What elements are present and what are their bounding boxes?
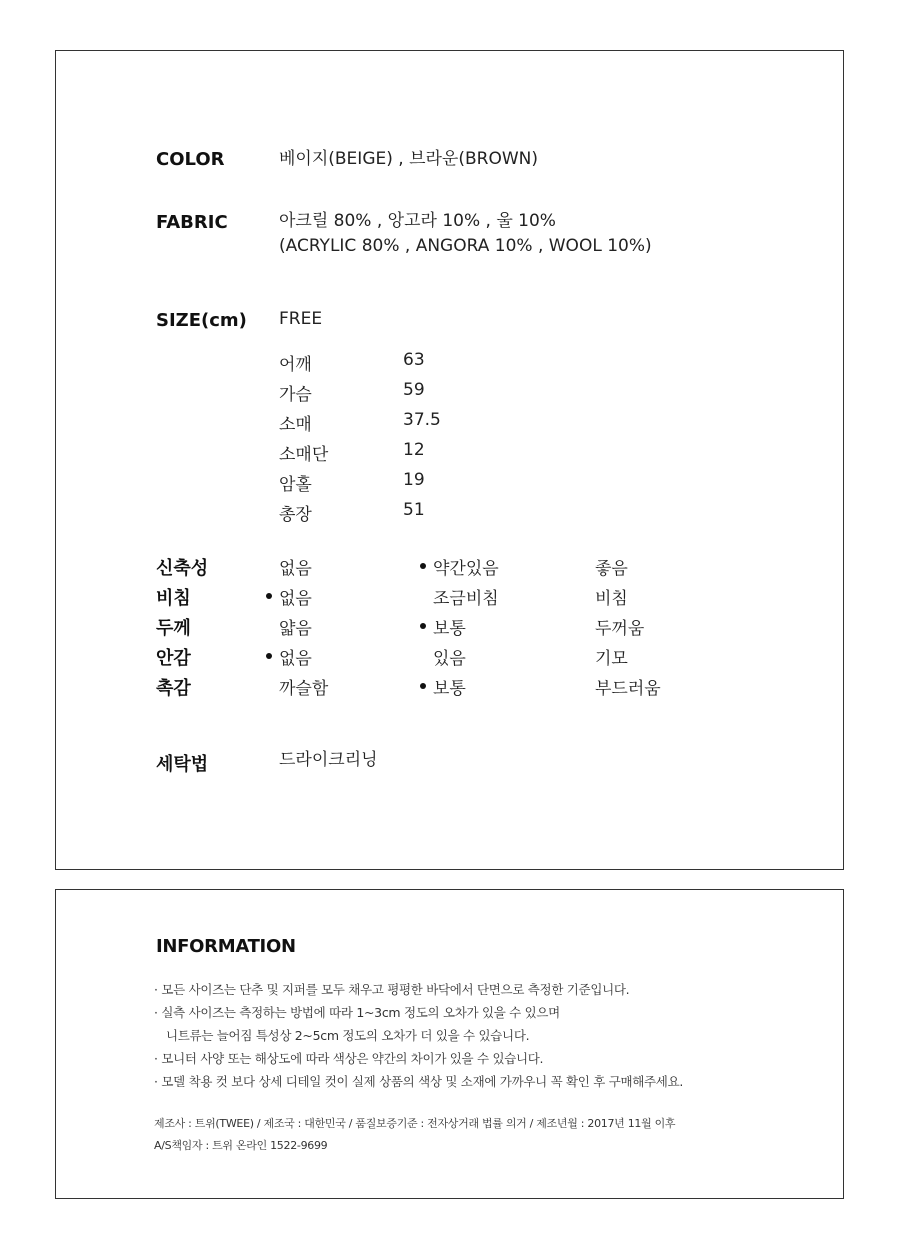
attribute-option-selected [433,554,499,579]
attribute-option: 조금비침 [433,589,499,609]
attribute-name: 안감 [156,648,191,669]
attribute-row-stretch [156,554,756,578]
info-line: · 실측 사이즈는 측정하는 방법에 따라 1~3cm 정도의 오차가 있을 수 있으며 [154,1005,560,1020]
attribute-option: 좋음 [595,559,628,579]
size-row-name: 가슴 [279,385,312,405]
wash-label: 세탁법 [156,754,209,775]
attribute-option: 얇음 [279,619,312,639]
size-row-value: 37.5 [403,410,441,430]
information-title: INFORMATION [156,936,296,957]
attribute-option: 까슬함 [279,679,329,699]
attribute-option-selected [279,584,312,609]
selected-dot-icon [420,623,426,629]
selected-dot-icon [266,653,272,659]
attribute-option: 부드러움 [595,679,661,699]
attribute-name: 비침 [156,588,191,609]
selected-dot-icon [420,683,426,689]
as-contact-info: A/S책임자 : 트위 온라인 1522-9699 [154,1139,328,1152]
color-value: 베이지(BEIGE) , 브라운(BROWN) [279,149,538,169]
attribute-name: 신축성 [156,558,209,579]
attribute-row-sheerness [156,584,756,608]
attribute-option: 기모 [595,649,628,669]
selected-dot-icon [420,563,426,569]
color-label: COLOR [156,149,225,170]
size-row-value: 59 [403,380,425,400]
size-label: SIZE(cm) [156,310,247,331]
size-row-value: 12 [403,440,425,460]
attribute-option-label: 보통 [433,619,466,639]
attribute-name: 촉감 [156,678,191,699]
size-row-value: 63 [403,350,425,370]
attribute-option-selected [433,674,466,699]
size-row-name: 소매 [279,415,312,435]
attribute-option-label: 없음 [279,649,312,669]
product-details-panel [55,50,844,870]
attribute-option-label: 보통 [433,679,466,699]
attribute-option: 있음 [433,649,466,669]
attribute-option-selected [433,614,466,639]
info-line: · 모든 사이즈는 단추 및 지퍼를 모두 채우고 평평한 바닥에서 단면으로 측정한 기준입니다. [154,982,630,997]
attribute-option: 두꺼움 [595,619,645,639]
attribute-option-label: 없음 [279,589,312,609]
selected-dot-icon [266,593,272,599]
size-row-name: 소매단 [279,445,329,465]
size-row-name: 어깨 [279,355,312,375]
size-row-name: 총장 [279,505,312,525]
attribute-row-thickness [156,614,756,638]
attribute-option: 비침 [595,589,628,609]
wash-value: 드라이크리닝 [279,750,378,770]
attribute-option-label: 약간있음 [433,559,499,579]
attribute-row-texture [156,674,756,698]
fabric-value-korean: 아크릴 80% , 앙고라 10% , 울 10% [279,211,556,231]
info-line: · 모델 착용 컷 보다 상세 디테일 컷이 실제 상품의 색상 및 소재에 가까우니 꼭 확인 후 구매해주세요. [154,1074,684,1089]
information-panel [55,889,844,1199]
fabric-label: FABRIC [156,212,228,233]
size-value: FREE [279,309,323,329]
attribute-row-lining [156,644,756,668]
info-line: · 모니터 사양 또는 해상도에 따라 색상은 약간의 차이가 있을 수 있습니다. [154,1051,544,1066]
fabric-value-english: (ACRYLIC 80% , ANGORA 10% , WOOL 10%) [279,236,652,256]
info-line: 니트류는 늘어짐 특성상 2~5cm 정도의 오차가 더 있을 수 있습니다. [166,1028,530,1043]
manufacturer-info: 제조사 : 트위(TWEE) / 제조국 : 대한민국 / 품질보증기준 : 전자상거래 법률 의거 / 제조년월 : 2017년 11월 이후 [154,1117,676,1130]
attribute-name: 두께 [156,618,191,639]
attribute-option: 없음 [279,559,312,579]
attribute-option-selected [279,644,312,669]
size-row-name: 암홀 [279,475,312,495]
size-row-value: 19 [403,470,425,490]
size-row-value: 51 [403,500,425,520]
